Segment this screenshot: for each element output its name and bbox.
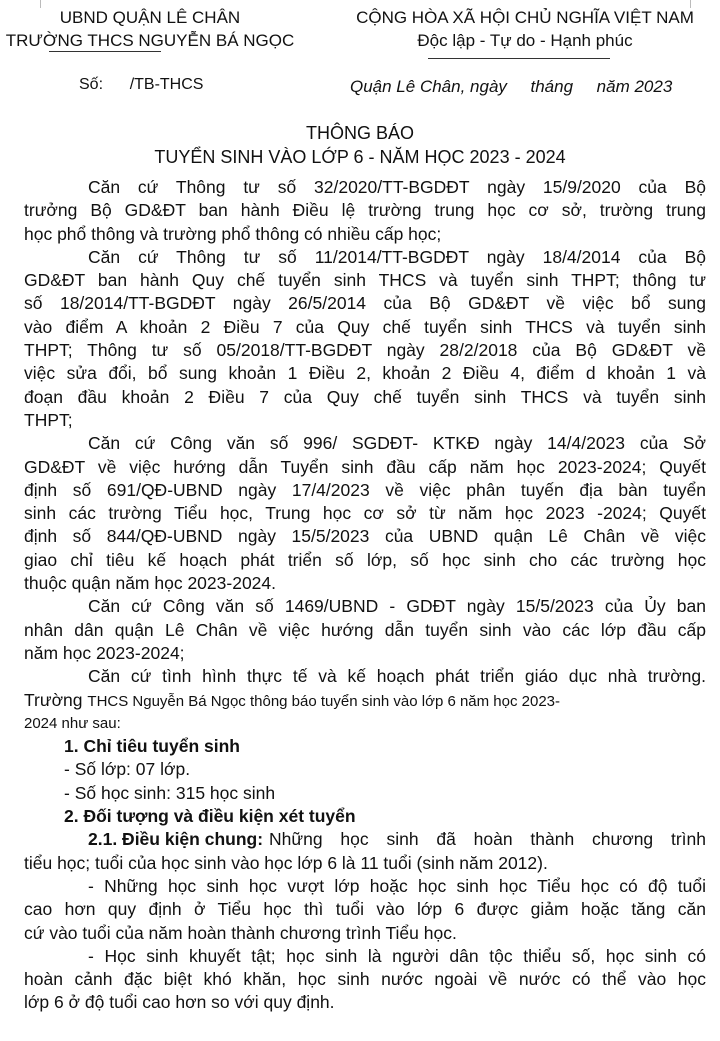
text-line: định số 691/QĐ-UBND ngày 17/4/2023 về việc phân tuyến địa bàn tuyển <box>24 479 706 500</box>
text-line: giao chỉ tiêu kế hoạch phát triển số lớp, số học sinh cho các trường học <box>24 549 706 570</box>
text-line <box>24 828 706 851</box>
text-line: GD&ĐT về việc hướng dẫn Tuyển sinh đầu cấp năm học 2023-2024; Quyết <box>24 456 706 477</box>
text-line: cao hơn quy định ở Tiểu học thì tuổi vào lớp 6 được giảm hoặc tăng căn <box>24 899 706 920</box>
text-line: thuộc quận năm học 2023-2024. <box>24 573 276 594</box>
text-line: trưởng Bộ GD&ĐT ban hành Điều lệ trường trung học cơ sở, trường trung <box>24 200 706 221</box>
text-line: năm học 2023-2024; <box>24 642 185 663</box>
text-line: đoạn đầu khoản 2 Điều 7 của Quy chế tuyển sinh THCS và tuyển sinh <box>24 386 706 407</box>
text-line: - Số lớp: 07 lớp. <box>64 759 191 780</box>
text-line: học phổ thông và trường phổ thông có nhiều cấp học; <box>24 223 442 244</box>
text-span: Những học sinh đã hoàn thành chương trình <box>269 829 706 850</box>
text-line: THPT; Thông tư số 05/2018/TT-BGDĐT ngày 28/2/2018 của Bộ GD&ĐT về <box>24 340 706 361</box>
page-corner-mark-right <box>690 0 691 8</box>
motto-underline <box>428 58 610 59</box>
text-span: THCS Nguyễn Bá Ngọc thông báo tuyển sinh vào lớp 6 năm học 2023- <box>87 692 561 710</box>
text-line: Căn cứ Công văn số 1469/UBND - GDĐT ngày 15/5/2023 của Ủy ban <box>88 596 706 617</box>
document-body <box>24 176 706 1015</box>
text-line: Căn cứ Thông tư số 32/2020/TT-BGDĐT ngày 15/9/2020 của Bộ <box>88 177 706 197</box>
text-line: nhân dân quận Lê Chân về việc hướng dẫn tuyển sinh vào các lớp đầu cấp <box>24 619 706 640</box>
text-line <box>24 689 706 712</box>
subheading-text: 2.1. Điều kiện chung: <box>88 829 264 850</box>
text-line: hoàn cảnh đặc biệt khó khăn, học sinh nước ngoài về nước có thể vào học <box>24 969 706 990</box>
text-line: tiểu học; tuổi của học sinh vào học lớp 6 là 11 tuổi (sinh năm 2012). <box>24 852 548 873</box>
text-line: - Học sinh khuyết tật; học sinh là người dân tộc thiểu số, học sinh có <box>88 945 706 966</box>
text-span: Trường <box>24 689 83 710</box>
text-line: Căn cứ Thông tư số 11/2014/TT-BGDĐT ngày 18/4/2014 của Bộ <box>88 246 706 267</box>
text-line: Căn cứ tình hình thực tế và kế hoạch phát triển giáo dục nhà trường. <box>88 666 706 687</box>
text-line: cứ vào tuổi của năm hoàn thành chương trình Tiểu học. <box>24 922 457 943</box>
text-line: GD&ĐT ban hành Quy chế tuyển sinh THCS và tuyển sinh THPT; thông tư <box>24 270 706 291</box>
national-motto: Độc lập - Tự do - Hạnh phúc <box>417 31 633 50</box>
page-corner-mark-left <box>40 0 41 8</box>
text-line: - Số học sinh: 315 học sinh <box>64 782 276 803</box>
school-name-underline <box>49 51 161 52</box>
text-line: vào điểm A khoản 2 Điều 7 của Quy chế tuyển sinh THCS và tuyển sinh <box>24 316 706 337</box>
text-line: lớp 6 ở độ tuổi cao hơn so với quy định. <box>24 992 335 1013</box>
text-line: THPT; <box>24 409 73 430</box>
document-title: THÔNG BÁO <box>305 123 414 143</box>
place-date: Quận Lê Chân, ngày tháng năm 2023 <box>350 77 673 96</box>
section-heading-2 <box>24 805 706 828</box>
section-heading-1 <box>24 735 706 758</box>
document-number: Số: /TB-THCS <box>79 76 204 93</box>
school-name: TRƯỜNG THCS NGUYỄN BÁ NGỌC <box>5 31 295 50</box>
text-line: việc sửa đổi, bổ sung khoản 1 Điều 2, khoản 2 Điều 4, điểm d khoản 1 và <box>24 363 706 384</box>
text-line: 2024 như sau: <box>24 714 121 732</box>
document-subtitle: TUYỂN SINH VÀO LỚP 6 - NĂM HỌC 2023 - 2024 <box>154 147 566 167</box>
org-name-line1: UBND QUẬN LÊ CHÂN <box>59 8 241 27</box>
text-line: Căn cứ Công văn số 996/ SGDĐT- KTKĐ ngày 14/4/2023 của Sở <box>88 433 706 454</box>
heading-text: 1. Chỉ tiêu tuyển sinh <box>64 736 240 757</box>
national-title: CỘNG HÒA XÃ HỘI CHỦ NGHĨA VIỆT NAM <box>356 8 694 27</box>
text-line: sinh các trường Tiểu học, Trung học cơ sở từ năm học 2023 -2024; Quyết <box>24 503 706 524</box>
heading-text: 2. Đối tượng và điều kiện xét tuyển <box>64 806 356 827</box>
text-line: - Những học sinh học vượt lớp hoặc học sinh học Tiểu học có độ tuổi <box>88 875 706 896</box>
text-line: định số 844/QĐ-UBND ngày 15/5/2023 của UBND quận Lê Chân về việc <box>24 526 706 547</box>
text-line: số 18/2014/TT-BGDĐT ngày 26/5/2014 của Bộ GD&ĐT về việc bổ sung <box>24 293 706 314</box>
